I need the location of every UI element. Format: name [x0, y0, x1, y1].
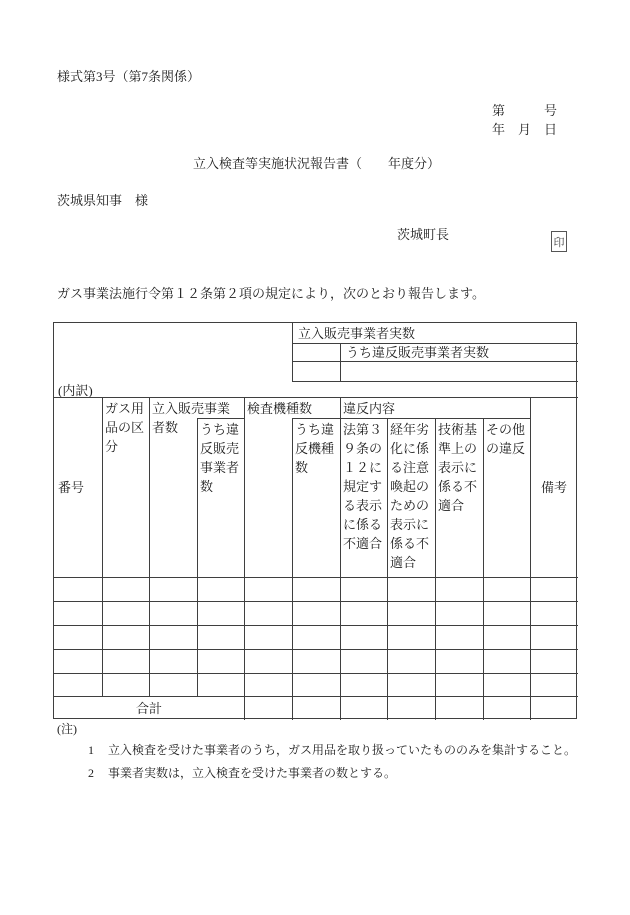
header-violating-sellers: うち違反販売事業者数	[200, 422, 240, 494]
grid-line	[292, 418, 293, 577]
grid-line	[197, 418, 198, 577]
grid-line	[102, 397, 103, 577]
grid-line	[340, 397, 341, 577]
form-reference: 様式第3号（第7条関係）	[57, 69, 201, 84]
notes-label: (注)	[57, 722, 77, 736]
report-table	[53, 322, 577, 719]
grid-line	[435, 696, 436, 720]
grid-line	[54, 625, 578, 626]
grid-line	[530, 696, 531, 720]
grid-line	[102, 577, 103, 696]
grid-line	[340, 577, 341, 696]
note-2-text: 事業者実数は，立入検査を受けた事業者の数とする。	[108, 766, 397, 780]
report-title: 立入検査等実施状況報告書（ 年度分）	[193, 156, 441, 171]
header-number: 番号	[58, 479, 85, 495]
grid-line	[197, 577, 198, 696]
header-inspected-models: 検査機種数	[247, 401, 313, 416]
grid-line	[483, 418, 484, 577]
grid-line	[387, 696, 388, 720]
header-violating-models: うち違反機種数	[295, 422, 335, 475]
grid-line	[340, 343, 341, 381]
note-item-2	[88, 766, 396, 781]
grid-line	[292, 343, 578, 344]
grid-line	[483, 696, 484, 720]
header-violation-content: 違反内容	[343, 401, 396, 416]
grid-line	[483, 577, 484, 696]
header-violation-aging-caution: 経年劣化に係る注意喚起のための表示に係る不適合	[390, 422, 430, 570]
grid-line	[292, 381, 578, 382]
grid-line	[530, 577, 531, 696]
sender: 茨城町長	[397, 227, 450, 242]
grid-line	[292, 323, 293, 381]
grid-line	[292, 696, 293, 720]
grid-line	[54, 696, 578, 697]
grid-line	[54, 577, 578, 578]
header-violation-technical-standard: 技術基準上の表示に係る不適合	[438, 422, 478, 513]
grid-line	[387, 577, 388, 696]
grid-line	[54, 649, 578, 650]
grid-line	[244, 577, 245, 696]
grid-line	[149, 577, 150, 696]
grid-line	[435, 418, 436, 577]
grid-line	[197, 418, 244, 419]
grid-line	[244, 397, 245, 577]
grid-line	[387, 418, 388, 577]
grid-line	[292, 361, 578, 362]
note-item-1	[88, 743, 576, 758]
addressee: 茨城県知事 様	[57, 193, 149, 208]
grid-line	[244, 696, 245, 720]
grid-line	[435, 577, 436, 696]
note-2-number: 2	[88, 766, 94, 780]
breakdown-label: (内訳)	[58, 383, 93, 397]
header-inspected-sellers: 立入販売事業者数	[152, 401, 231, 435]
grid-line	[54, 397, 578, 398]
note-1-number: 1	[88, 743, 94, 757]
intro-sentence: ガス事業法施行令第１２条第２項の規定により，次のとおり報告します。	[57, 286, 485, 301]
summary-inspected-sellers-label: 立入販売事業者実数	[298, 325, 416, 341]
total-row-label: 合計	[135, 700, 162, 716]
document-number-line: 第 号	[491, 103, 557, 118]
date-line: 年 月 日	[491, 122, 557, 137]
grid-line	[530, 397, 531, 577]
note-1-text: 立入検査を受けた事業者のうち，ガス用品を取り扱っていたもののみを集計すること。	[108, 743, 577, 757]
summary-violating-sellers-label: うち違反販売事業者実数	[346, 344, 490, 360]
grid-line	[149, 397, 150, 577]
grid-line	[340, 696, 341, 720]
header-violation-other: その他の違反	[486, 422, 526, 456]
header-violation-law-labeling: 法第３９条の１２に規定する表示に係る不適合	[343, 422, 383, 551]
summary-inspected-sellers-value	[292, 361, 340, 381]
summary-violating-sellers-value	[340, 361, 578, 381]
header-gas-item-category: ガス用品の区分	[105, 401, 145, 454]
grid-line	[54, 673, 578, 674]
seal-box	[551, 231, 567, 252]
grid-line	[54, 601, 578, 602]
grid-line	[292, 577, 293, 696]
seal-character: 印	[553, 236, 565, 249]
header-remarks: 備考	[540, 479, 567, 495]
grid-line	[292, 418, 530, 419]
